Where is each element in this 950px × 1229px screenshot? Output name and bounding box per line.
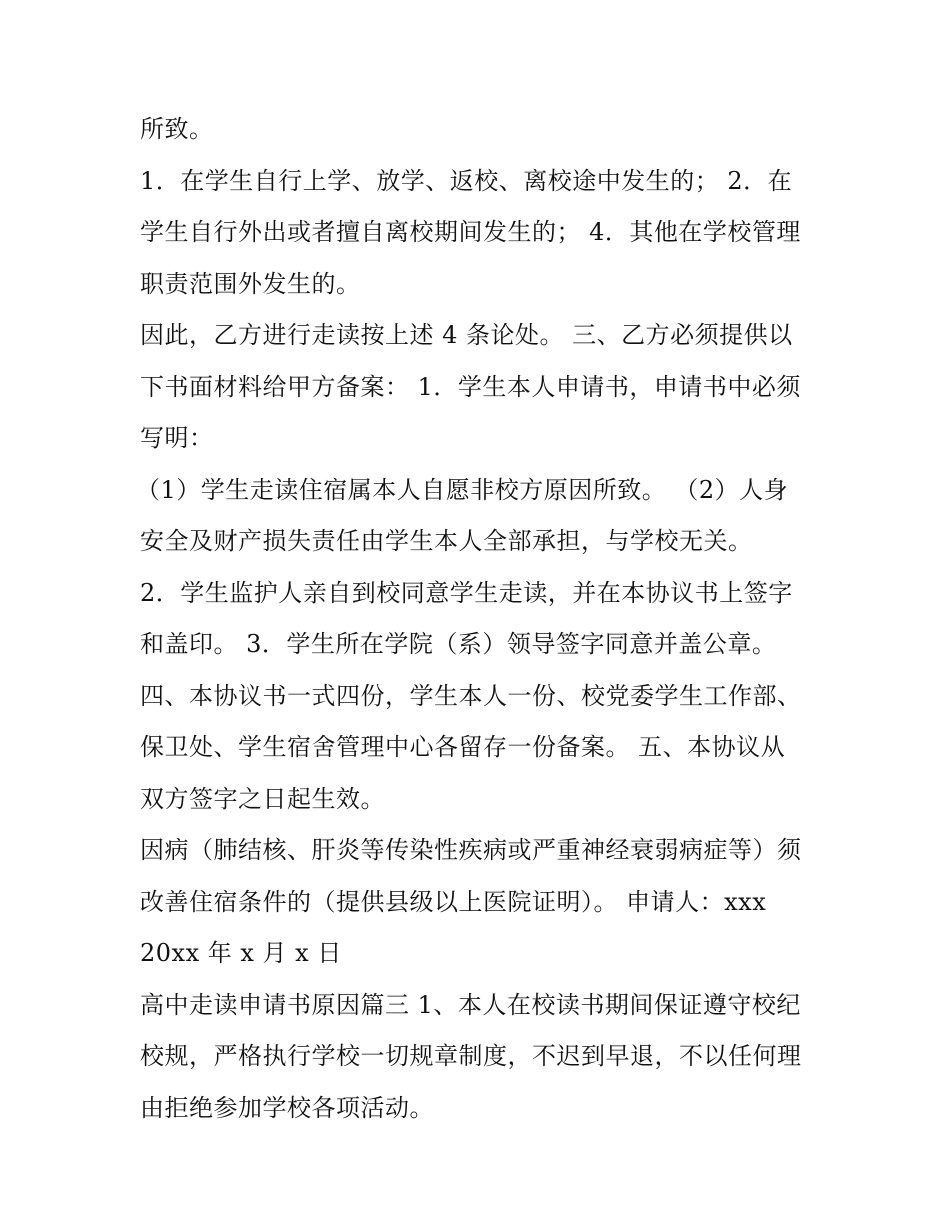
text-line: 写明： [140,424,214,452]
text-line: （1）学生走读住宿属本人自愿非校方原因所致。 （2）人身 [136,475,789,504]
text-line: 高中走读申请书原因篇三 1、本人在校读书期间保证遵守校纪 [140,990,801,1019]
document-body [136,104,820,1134]
text-line: 安全及财产损失责任由学生本人全部承担，与学校无关。 [140,527,753,555]
text-line: 因此，乙方进行走读按上述 4 条论处。 三、乙方必须提供以 [140,321,793,349]
text-line: 职责范围外发生的。 [140,269,361,298]
text-line: 学生自行外出或者擅自离校期间发生的； 4．其他在学校管理 [140,218,801,246]
text-line: 下书面材料给甲方备案： 1．学生本人申请书，申请书中必须 [140,372,801,401]
text-line: 双方签字之日起生效。 [140,784,385,813]
text-line: 四、本协议书一式四份，学生本人一份、校党委学生工作部、 [140,681,802,710]
text-line: 2．学生监护人亲自到校同意学生走读，并在本协议书上签字 [140,578,793,607]
date-line: 20xx 年 x 月 x 日 [140,939,342,967]
text-line: 所致。 [140,115,214,143]
text-line: 校规，严格执行学校一切规章制度，不迟到早退，不以任何理 [140,1042,802,1070]
text-line: 因病（肺结核、肝炎等传染性疾病或严重神经衰弱病症等）须 [140,836,802,864]
text-line: 和盖印。 3．学生所在学院（系）领导签字同意并盖公章。 [140,630,777,658]
text-line: 保卫处、学生宿舍管理中心各留存一份备案。 五、本协议从 [140,733,786,761]
text-line: 改善住宿条件的（提供县级以上医院证明）。 申请人：xxx [140,887,767,916]
text-line: 1．在学生自行上学、放学、返校、离校途中发生的； 2．在 [140,166,793,195]
text-line: 由拒绝参加学校各项活动。 [140,1093,434,1122]
